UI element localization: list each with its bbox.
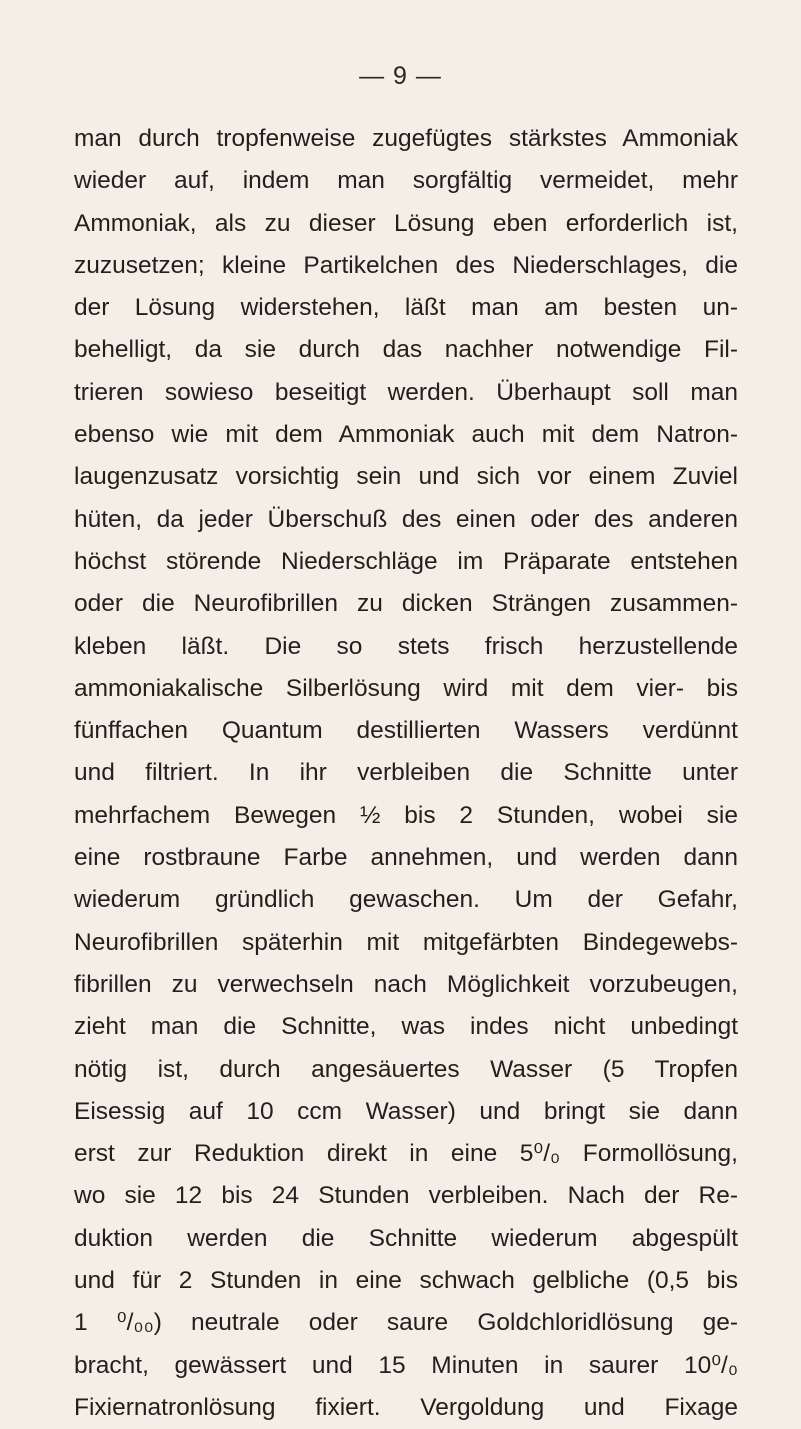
text-line: laugenzusatz vorsichtig sein und sich vor einem Zuviel [74,463,738,491]
text-line: zuzusetzen; kleine Partikelchen des Niederschlages, die [74,251,738,279]
text-line: Ammoniak, als zu dieser Lösung eben erforderlich ist, [74,209,738,237]
text-line: behelligt, da sie durch das nachher notwendige Fil- [74,336,738,364]
text-line: bracht, gewässert und 15 Minuten in saurer 10⁰/₀ [74,1351,738,1379]
text-line: und für 2 Stunden in eine schwach gelbliche (0,5 bis [74,1267,738,1295]
text-line: fibrillen zu verwechseln nach Möglichkeit vorzubeugen, [74,970,738,998]
text-line: zieht man die Schnitte, was indes nicht unbedingt [74,1013,738,1041]
text-line: ammoniakalische Silberlösung wird mit dem vier- bis [74,674,738,702]
text-line: fünffachen Quantum destillierten Wassers verdünnt [74,717,738,745]
text-line: und filtriert. In ihr verbleiben die Schnitte unter [74,759,738,787]
text-line: 1 ⁰/₀₀) neutrale oder saure Goldchloridlösung ge- [74,1309,738,1337]
text-line: ebenso wie mit dem Ammoniak auch mit dem Natron- [74,421,738,449]
text-line: Neurofibrillen späterhin mit mitgefärbten Bindegewebs- [74,928,738,956]
text-line: kleben läßt. Die so stets frisch herzustellende [74,632,738,660]
page-number: — 9 — [359,62,442,90]
text-line: höchst störende Niederschläge im Präparate entstehen [74,547,738,575]
text-line: man durch tropfenweise zugefügtes stärkstes Ammoniak [74,125,738,152]
text-line: mehrfachem Bewegen ½ bis 2 Stunden, wobei sie [74,801,738,829]
text-line: Fixiernatronlösung fixiert. Vergoldung und Fixage [74,1393,738,1421]
text-line: der Lösung widerstehen, läßt man am besten un- [74,294,738,322]
text-line: nötig ist, durch angesäuertes Wasser (5 Tropfen [74,1055,738,1083]
text-line: wo sie 12 bis 24 Stunden verbleiben. Nach der Re- [74,1182,738,1210]
text-line: eine rostbraune Farbe annehmen, und werden dann [74,844,738,872]
text-line: wiederum gründlich gewaschen. Um der Gefahr, [74,886,738,914]
text-line: Eisessig auf 10 ccm Wasser) und bringt sie dann [74,1097,738,1125]
text-line: oder die Neurofibrillen zu dicken Strängen zusammen- [74,590,738,618]
text-line: erst zur Reduktion direkt in eine 5⁰/₀ Formollösung, [74,1140,738,1168]
text-line: duktion werden die Schnitte wiederum abgespült [74,1224,738,1252]
body-paragraph [74,118,738,1429]
text-line: wieder auf, indem man sorgfältig vermeidet, mehr [74,167,738,195]
text-line: trieren sowieso beseitigt werden. Überhaupt soll man [74,378,738,406]
text-line: hüten, da jeder Überschuß des einen oder des anderen [74,505,738,533]
